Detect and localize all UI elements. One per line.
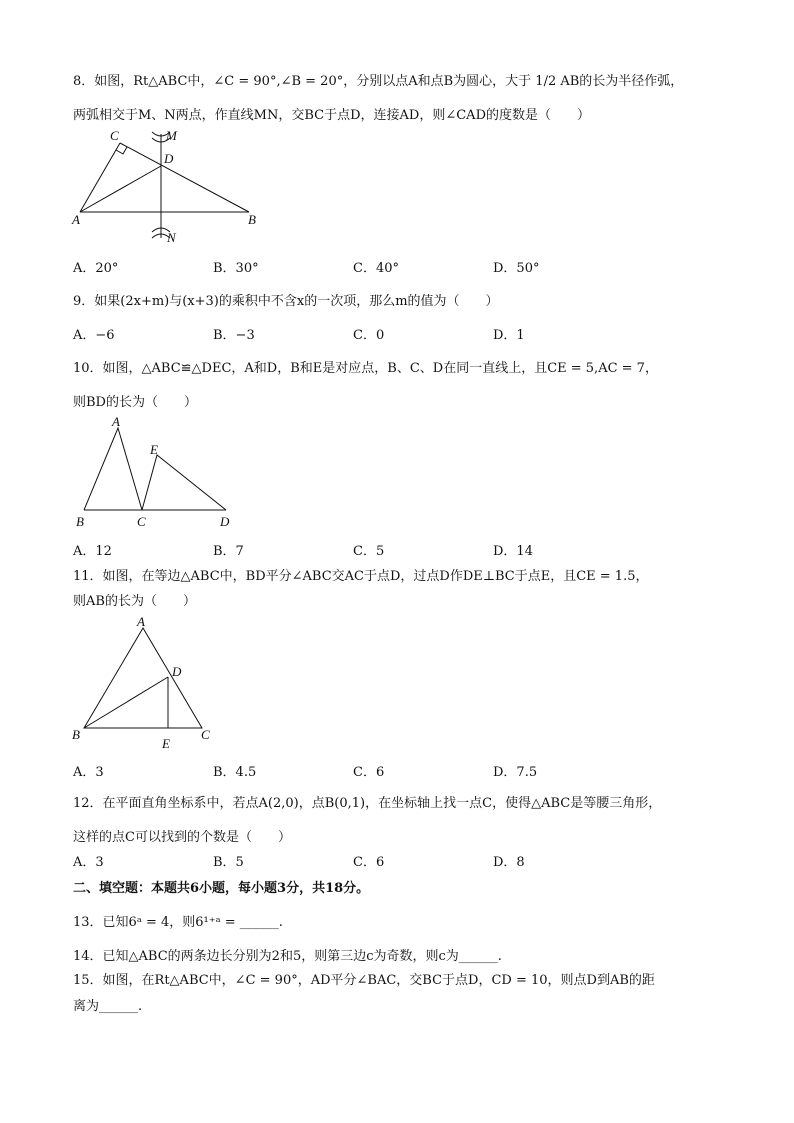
q11-option-d[interactable]: D．7.5 bbox=[493, 765, 538, 780]
q11-stem-line1: 11．如图，在等边△ABC中，BD平分∠ABC交AC于点D，过点D作DE⊥BC于点E，且CE = 1.5， bbox=[73, 569, 649, 584]
q11-label-c: C bbox=[201, 727, 210, 742]
q12-stem-line2: 这样的点C可以找到的个数是（ ） bbox=[73, 830, 291, 845]
q12-option-c[interactable]: C．6 bbox=[353, 855, 385, 870]
q15-text-line2: 离为______. bbox=[73, 999, 143, 1014]
q11-stem-line2: 则AB的长为（ ） bbox=[73, 594, 196, 609]
q10-label-d: D bbox=[220, 514, 230, 529]
q10-label-a: A bbox=[112, 414, 120, 429]
q8-option-d[interactable]: D．50° bbox=[493, 261, 540, 276]
q10-figure bbox=[70, 414, 240, 532]
q10-option-a[interactable]: A．12 bbox=[73, 544, 112, 559]
q11-option-c[interactable]: C．6 bbox=[353, 765, 385, 780]
q8-option-b[interactable]: B．30° bbox=[213, 261, 259, 276]
q11-options bbox=[73, 761, 633, 780]
q10-stem-line1: 10．如图，△ABC≌△DEC，A和D，B和E是对应点，B、C、D在同一直线上，且CE = 5,AC = 7， bbox=[73, 361, 658, 376]
q10-label-c: C bbox=[137, 514, 146, 529]
q14-text: 14．已知△ABC的两条边长分别为2和5，则第三边c为奇数，则c为______. bbox=[73, 949, 502, 964]
q8-label-d: D bbox=[164, 151, 174, 166]
q11-figure bbox=[68, 612, 228, 754]
q12-stem-line1: 12．在平面直角坐标系中，若点A(2,0)，点B(0,1)，在坐标轴上找一点C，使得△ABC是等腰三角形， bbox=[73, 796, 662, 811]
q9-stem: 9．如果(2x+m)与(x+3)的乘积中不含x的一次项，那么m的值为（ ） bbox=[73, 294, 499, 309]
q8-options bbox=[73, 257, 633, 276]
q11-label-a: A bbox=[137, 614, 145, 629]
q12-option-a[interactable]: A．3 bbox=[73, 855, 104, 870]
q8-label-a: A bbox=[72, 212, 80, 227]
q10-stem-line2: 则BD的长为（ ） bbox=[73, 395, 197, 410]
q15-text-line1: 15．如图，在Rt△ABC中，∠C = 90°，AD平分∠BAC，交BC于点D，CD = 10，则点D到AB的距 bbox=[73, 973, 655, 988]
q8-stem-line1: 8．如图，Rt△ABC中，∠C = 90°,∠B = 20°，分别以点A和点B为圆心，大于 1/2 AB的长为半径作弧， bbox=[73, 74, 684, 89]
q8-label-b: B bbox=[248, 212, 256, 227]
q9-option-b[interactable]: B．−3 bbox=[213, 328, 255, 343]
section2-heading: 二、填空题：本题共6小题，每小题3分，共18分。 bbox=[73, 881, 370, 896]
q11-option-a[interactable]: A．3 bbox=[73, 765, 104, 780]
q10-label-b: B bbox=[76, 514, 84, 529]
q8-label-c: C bbox=[110, 128, 119, 143]
q8-figure bbox=[68, 126, 268, 248]
q8-option-a[interactable]: A．20° bbox=[73, 261, 119, 276]
q10-option-b[interactable]: B．7 bbox=[213, 544, 244, 559]
q9-option-a[interactable]: A．−6 bbox=[73, 328, 115, 343]
q9-option-c[interactable]: C．0 bbox=[353, 328, 385, 343]
q11-label-d: D bbox=[172, 664, 182, 679]
q9-options bbox=[73, 324, 633, 343]
q12-option-d[interactable]: D．8 bbox=[493, 855, 525, 870]
q8-label-m: M bbox=[166, 128, 177, 143]
q8-stem-line2: 两弧相交于M、N两点，作直线MN，交BC于点D，连接AD，则∠CAD的度数是（ ） bbox=[73, 108, 590, 123]
q13-text: 13．已知6ᵃ = 4，则6¹⁺ᵃ = ______. bbox=[73, 915, 283, 930]
q11-option-b[interactable]: B．4.5 bbox=[213, 765, 257, 780]
q9-option-d[interactable]: D．1 bbox=[493, 328, 525, 343]
q8-option-c[interactable]: C．40° bbox=[353, 261, 399, 276]
q12-options bbox=[73, 851, 633, 870]
q11-label-b: B bbox=[72, 727, 80, 742]
q10-option-d[interactable]: D．14 bbox=[493, 544, 533, 559]
q8-label-n: N bbox=[167, 230, 176, 245]
q10-label-e: E bbox=[150, 442, 158, 457]
q12-option-b[interactable]: B．5 bbox=[213, 855, 244, 870]
q11-label-e: E bbox=[162, 736, 170, 751]
q10-options bbox=[73, 540, 633, 559]
q10-option-c[interactable]: C．5 bbox=[353, 544, 385, 559]
